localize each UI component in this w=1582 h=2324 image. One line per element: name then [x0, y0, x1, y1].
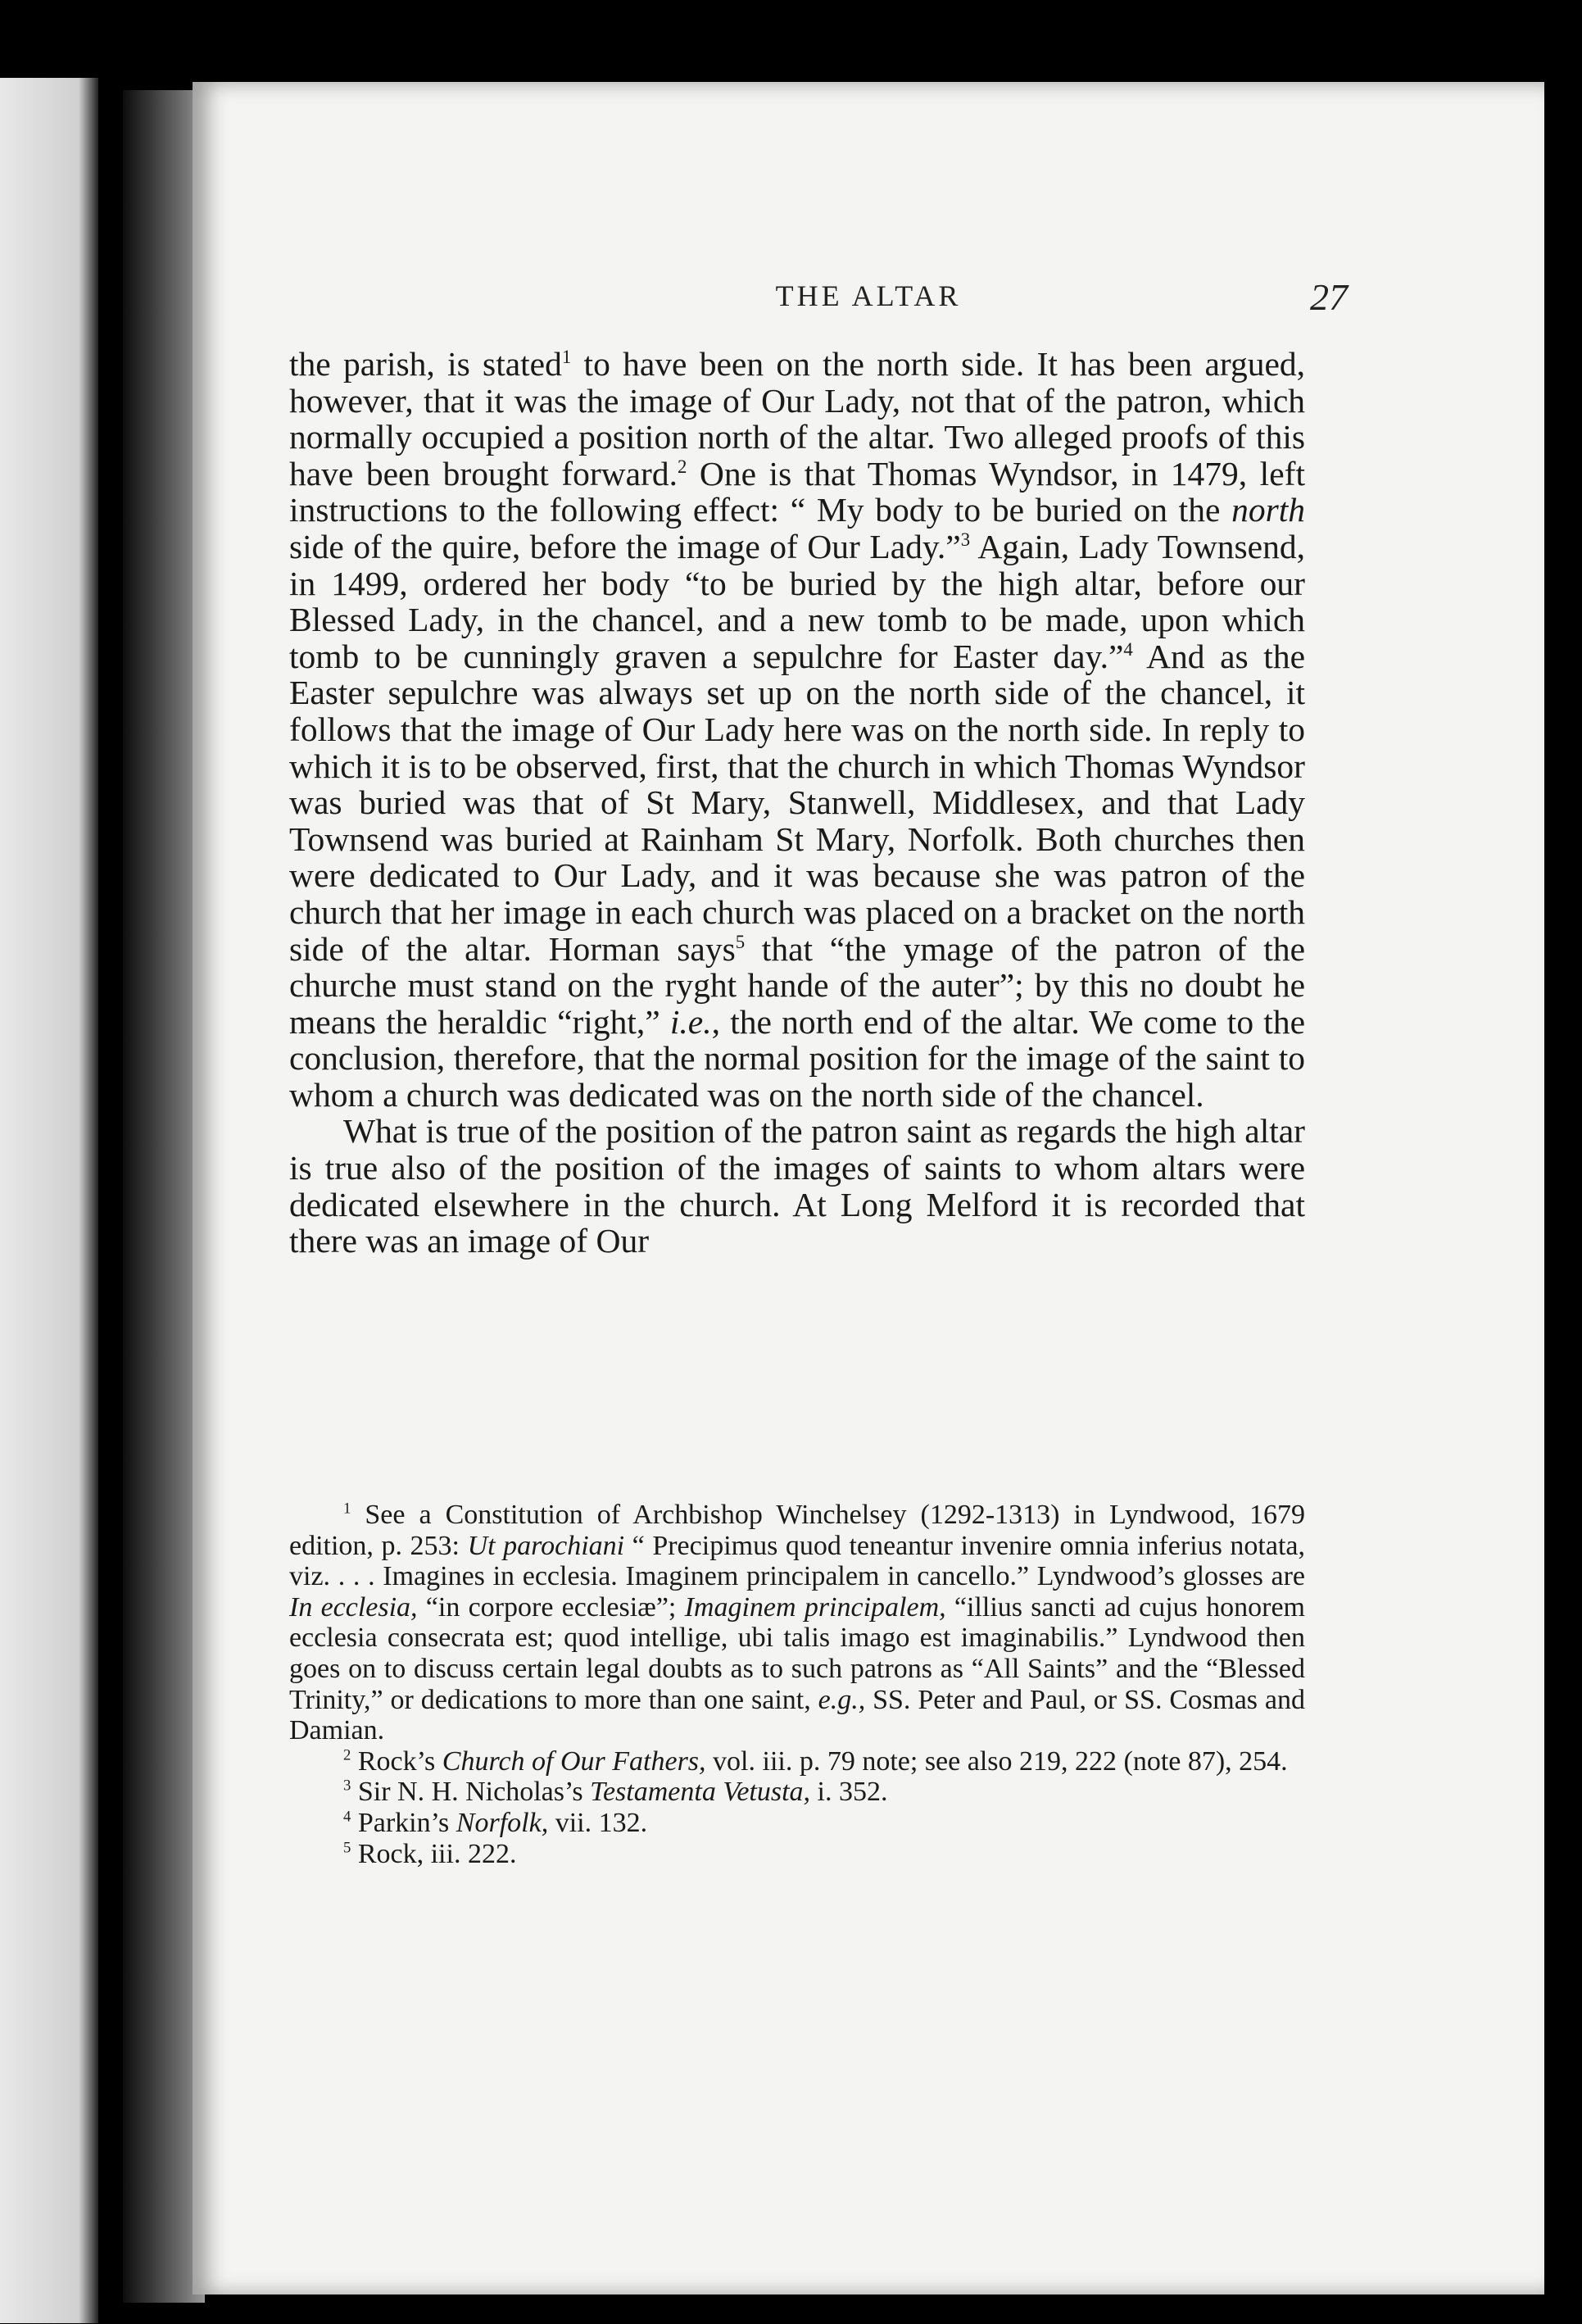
text-run: “ Precipimus quod teneantur invenire omnia inferius notata, viz. . . . Imagines in ecclesia. Imaginem principalem in cancello.” Lyndwood’s glosses are: [289, 1530, 1306, 1592]
footnote-number: 3: [343, 1777, 351, 1795]
italic-text: Testamenta Vetusta,: [590, 1777, 811, 1808]
text-run: “in corpore ecclesiæ”;: [417, 1591, 685, 1623]
italic-text: Church of Our Fathers,: [442, 1745, 706, 1777]
italic-text: e.g.,: [818, 1684, 866, 1715]
italic-text: Norfolk,: [456, 1807, 549, 1838]
footnote-ref: 5: [735, 931, 746, 952]
paragraph-1: [289, 346, 1305, 1113]
italic-text: i.e.: [669, 1002, 712, 1041]
text-run: to have been on the north side. It has been argued, however, that it was the image of Our Lady, not that of the patron, which normally occupied a position north of the altar. Two alleged proofs of this have been brought forward.: [289, 345, 1305, 492]
italic-text: north: [1231, 491, 1305, 529]
text-run: i. 352.: [810, 1777, 888, 1808]
text-run: Again, Lady Townsend, in 1499, ordered her body “to be buried by the high altar, before our Blessed Lady, in the chancel, and a new tomb to be made, upon which tomb to be cunningly graven a sepulchre for Easter day.”: [289, 527, 1305, 675]
text-run: Rock’s: [351, 1745, 442, 1777]
footnote-number: 5: [343, 1839, 351, 1857]
book-page: [193, 82, 1544, 2294]
text-run: One is that Thomas Wyndsor, in 1479, left instructions to the following effect: “ My body to be buried on the: [289, 454, 1305, 529]
footnote-ref: 4: [1123, 638, 1133, 660]
text-run: See a Constitution of Archbishop Winchelsey (1292-1313) in Lyndwood, 1679 edition, p. 253:: [289, 1500, 1305, 1561]
running-title: THE ALTAR: [775, 279, 962, 312]
text-run: SS. Peter and Paul, or SS. Cosmas and Damian.: [289, 1684, 1305, 1746]
text-run: vol. iii. p. 79 note; see also 219, 222 (note 87), 254.: [705, 1745, 1288, 1777]
text-run: Rock, iii. 222.: [351, 1838, 517, 1869]
footnote-number: 4: [343, 1808, 351, 1826]
text-run: that “the ymage of the patron of the churche must stand on the ryght hande of the auter”; by this no doubt he means the heraldic “right,”: [289, 929, 1305, 1041]
text-run: vii. 132.: [548, 1807, 648, 1838]
footnote-4: [289, 1808, 1305, 1839]
footnote-ref: 2: [678, 456, 687, 477]
footnote-number: 1: [343, 1500, 351, 1518]
body-text: [289, 346, 1305, 1260]
paragraph-2: What is true of the position of the patron saint as regards the high altar is true also of the position of the images of saints to whom altars were dedicated elsewhere in the church. At Long Melford it is recorded that there was an image of Our: [289, 1112, 1305, 1260]
footnote-3: [289, 1777, 1305, 1808]
italic-text: Imaginem principalem,: [684, 1591, 946, 1623]
page-header: [193, 276, 1544, 328]
footnote-2: [289, 1746, 1305, 1777]
text-run: Parkin’s: [351, 1807, 456, 1838]
footnote-5: [289, 1839, 1305, 1870]
footnote-1: [289, 1500, 1305, 1746]
italic-text: In ecclesia,: [289, 1591, 418, 1623]
text-run: Sir N. H. Nicholas’s: [351, 1777, 591, 1808]
text-run: “illius sancti ad cujus honorem ecclesia consecrata est; quod intellige, ubi talis imago est imaginabilis.” Lyndwood then goes on to discuss certain legal doubts as to such patrons as “All Saints” and the “Blessed Trinity,” or dedications to more than one saint,: [289, 1591, 1305, 1715]
text-run: And as the Easter sepulchre was always set up on the north side of the chancel, it follows that the image of Our Lady here was on the north side. In reply to which it is to be observed, first, that the church in which Thomas Wyndsor was buried was that of St Mary, Stanwell, Middlesex, and that Lady Townsend was buried at Rainham St Mary, Norfolk. Both churches then were dedicated to Our Lady, and it was because she was patron of the church that her image in each church was placed on a bracket on the north side of the altar. Horman says: [289, 637, 1305, 968]
text-run: side of the quire, before the image of Our Lady.”: [289, 527, 961, 565]
previous-page-edge: [0, 78, 98, 2323]
text-run: , the north end of the altar. We come to the conclusion, therefore, that the normal position for the image of the saint to whom a church was dedicated was on the north side of the chancel.: [289, 1002, 1305, 1114]
footnote-number: 2: [343, 1746, 351, 1764]
italic-text: Ut parochiani: [467, 1530, 625, 1561]
footnote-ref: 3: [960, 529, 971, 551]
footnotes: [289, 1500, 1305, 1869]
text-run: the parish, is stated: [289, 345, 562, 383]
footnote-ref: 1: [561, 347, 572, 368]
page-number: 27: [1310, 276, 1348, 318]
